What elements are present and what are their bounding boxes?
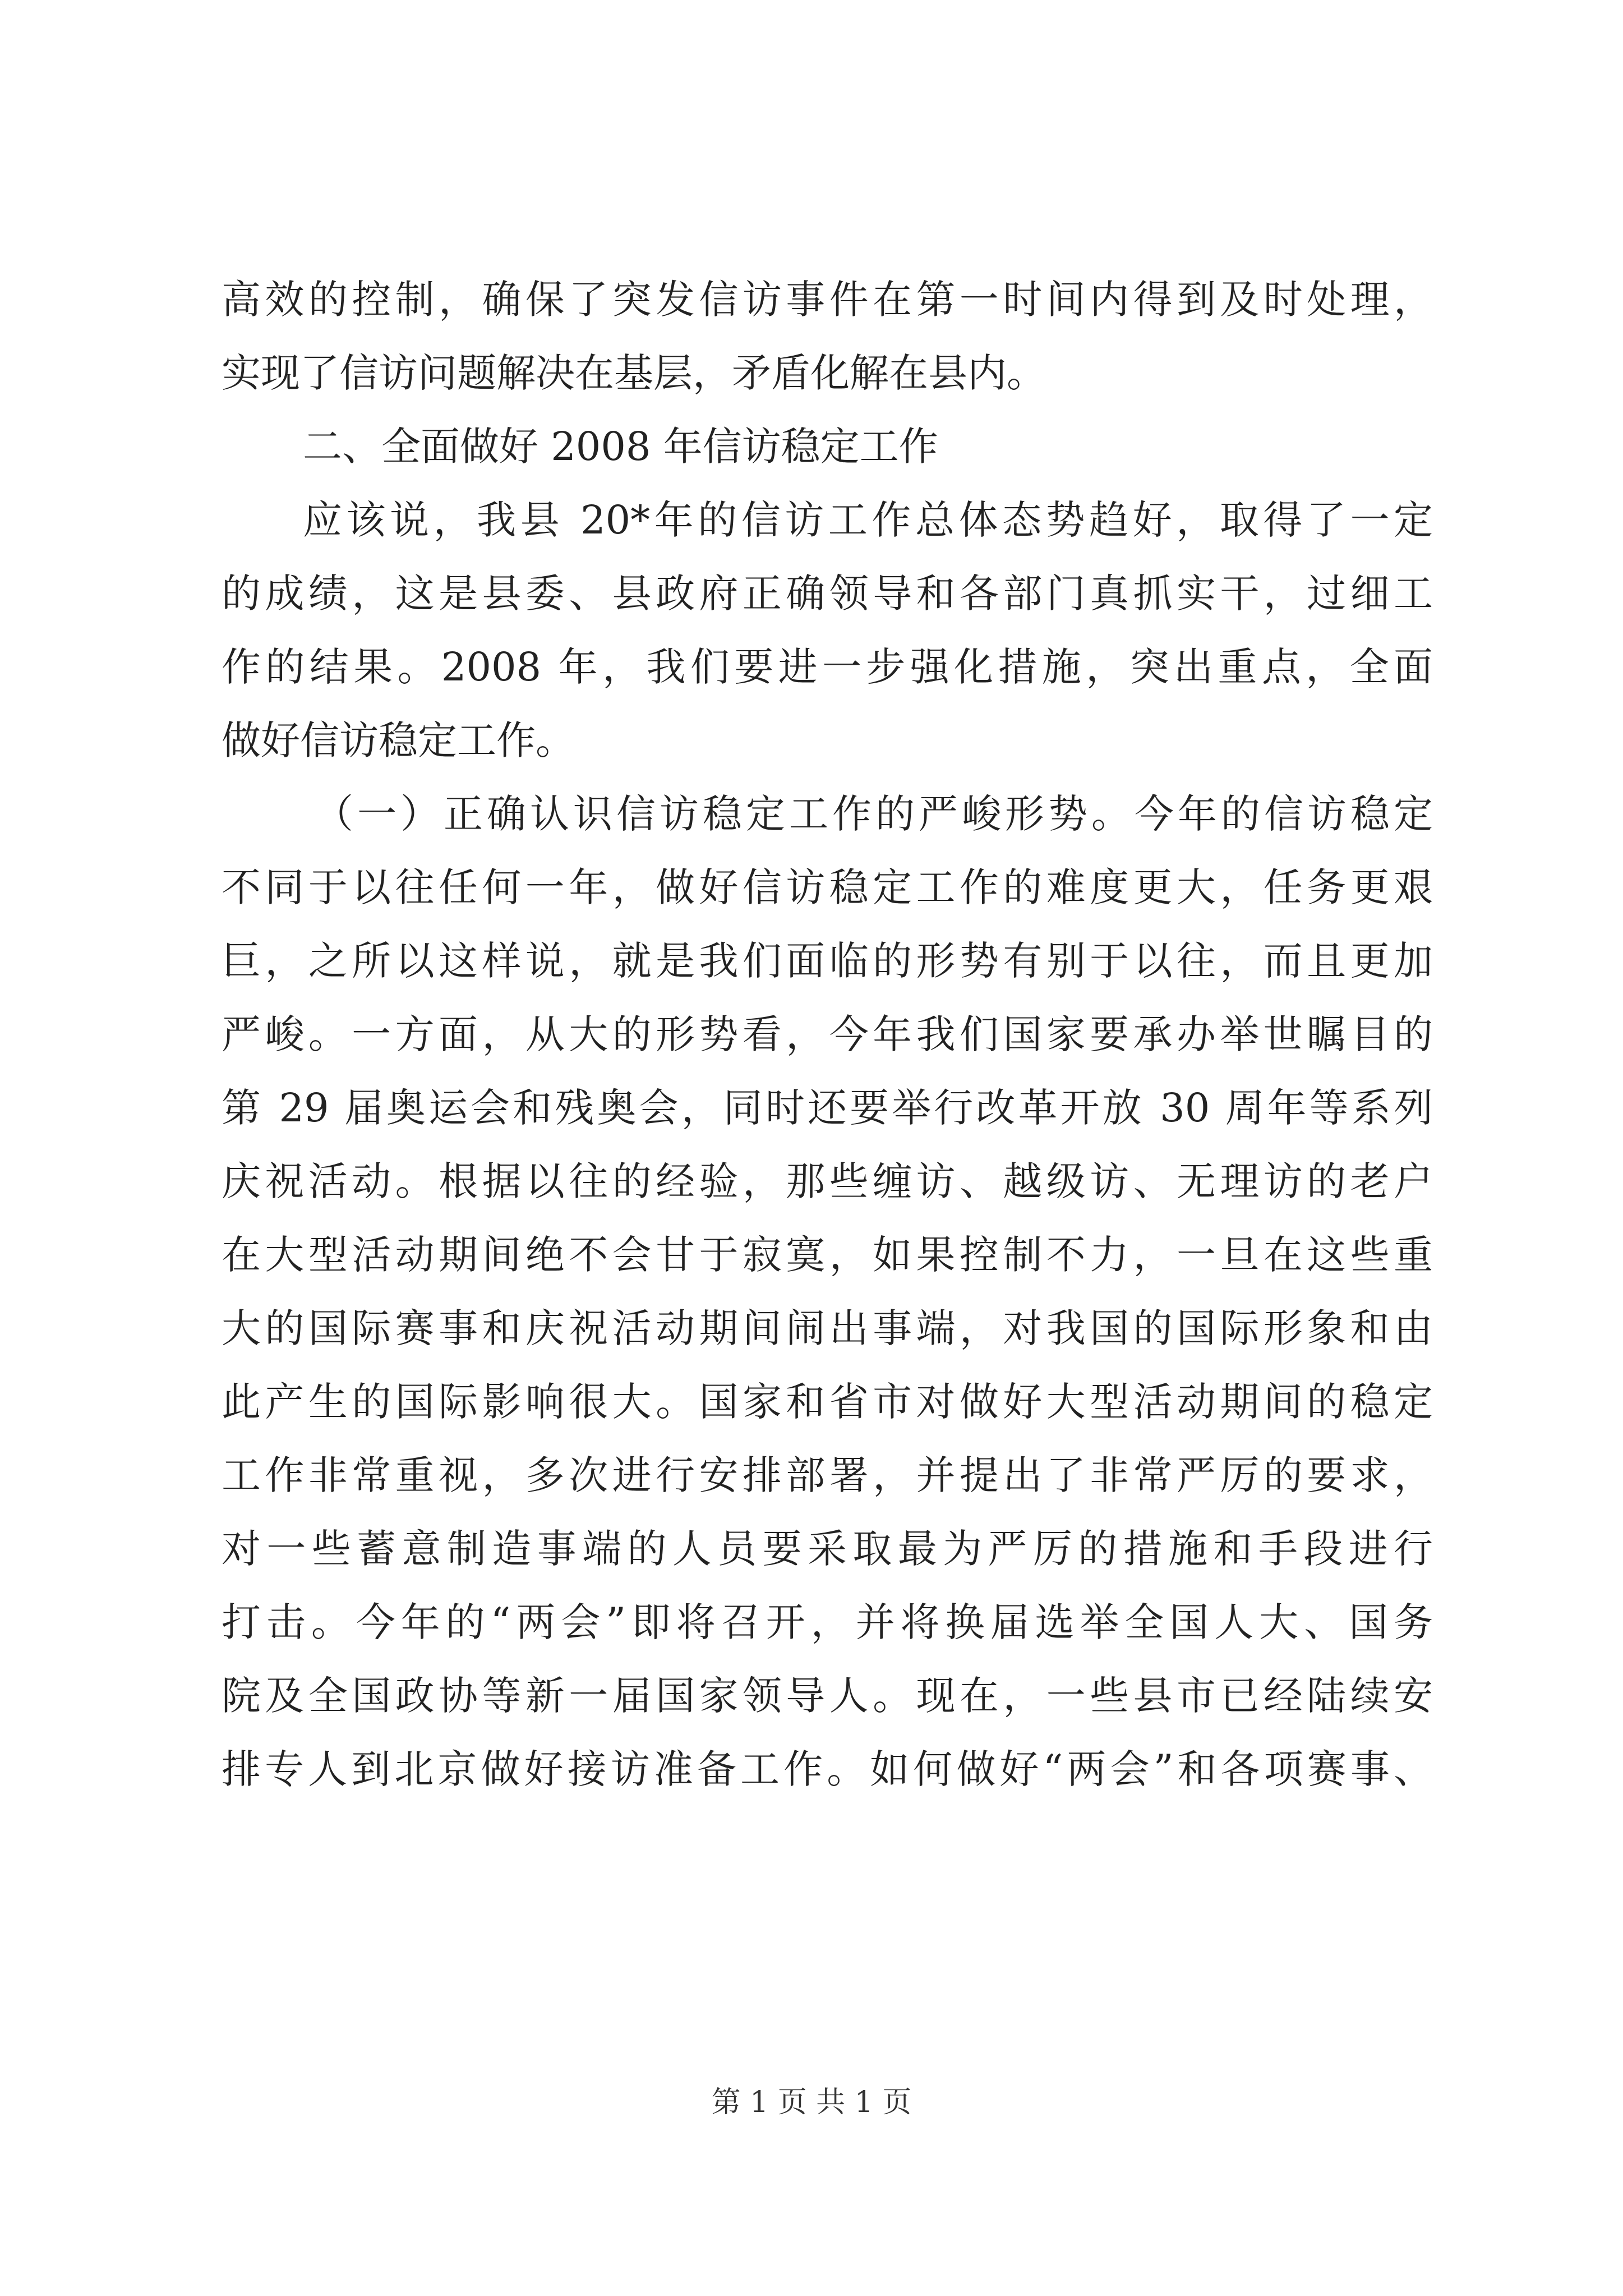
text-line: 不同于以往任何一年，做好信访稳定工作的难度更大，任务更艰 <box>222 864 1433 910</box>
text-line: 排专人到北京做好接访准备工作。如何做好“两会”和各项赛事、 <box>222 1746 1433 1792</box>
text-line: 工作非常重视，多次进行安排部署，并提出了非常严厉的要求， <box>222 1452 1433 1498</box>
text-line: 对一些蓄意制造事端的人员要采取最为严厉的措施和手段进行 <box>222 1526 1433 1572</box>
text-line: 第 29 届奥运会和残奥会，同时还要举行改革开放 30 周年等系列 <box>222 1085 1433 1131</box>
text-line: 院及全国政协等新一届国家领导人。现在，一些县市已经陆续安 <box>222 1673 1433 1719</box>
text-line: 严峻。一方面，从大的形势看，今年我们国家要承办举世瞩目的 <box>222 1011 1433 1057</box>
text-line: 此产生的国际影响很大。国家和省市对做好大型活动期间的稳定 <box>222 1379 1433 1425</box>
text-line: 巨，之所以这样说，就是我们面临的形势有别于以往，而且更加 <box>222 938 1433 984</box>
text-line: 大的国际赛事和庆祝活动期间闹出事端，对我国的国际形象和由 <box>222 1305 1433 1351</box>
body-text <box>222 263 1433 1806</box>
text-line: 做好信访稳定工作。 <box>222 717 575 763</box>
section-heading: 二、全面做好 2008 年信访稳定工作 <box>303 424 938 470</box>
text-line: 打击。今年的“两会”即将召开，并将换届选举全国人大、国务 <box>222 1599 1433 1645</box>
text-line: 实现了信访问题解决在基层，矛盾化解在县内。 <box>222 350 1046 396</box>
page-number: 第 1 页 共 1 页 <box>711 2086 912 2119</box>
paragraph-start-line: 应该说，我县 20*年的信访工作总体态势趋好，取得了一定 <box>303 497 1433 543</box>
text-line: 的成绩，这是县委、县政府正确领导和各部门真抓实干，过细工 <box>222 570 1433 616</box>
text-line: 庆祝活动。根据以往的经验，那些缠访、越级访、无理访的老户 <box>222 1158 1433 1204</box>
text-line: 作的结果。2008 年，我们要进一步强化措施，突出重点，全面 <box>222 644 1433 690</box>
paragraph-start-line: （一）正确认识信访稳定工作的严峻形势。今年的信访稳定 <box>314 791 1433 837</box>
page-footer <box>0 2078 1623 2120</box>
text-line: 高效的控制，确保了突发信访事件在第一时间内得到及时处理， <box>222 277 1433 323</box>
text-line: 在大型活动期间绝不会甘于寂寞，如果控制不力，一旦在这些重 <box>222 1232 1433 1278</box>
